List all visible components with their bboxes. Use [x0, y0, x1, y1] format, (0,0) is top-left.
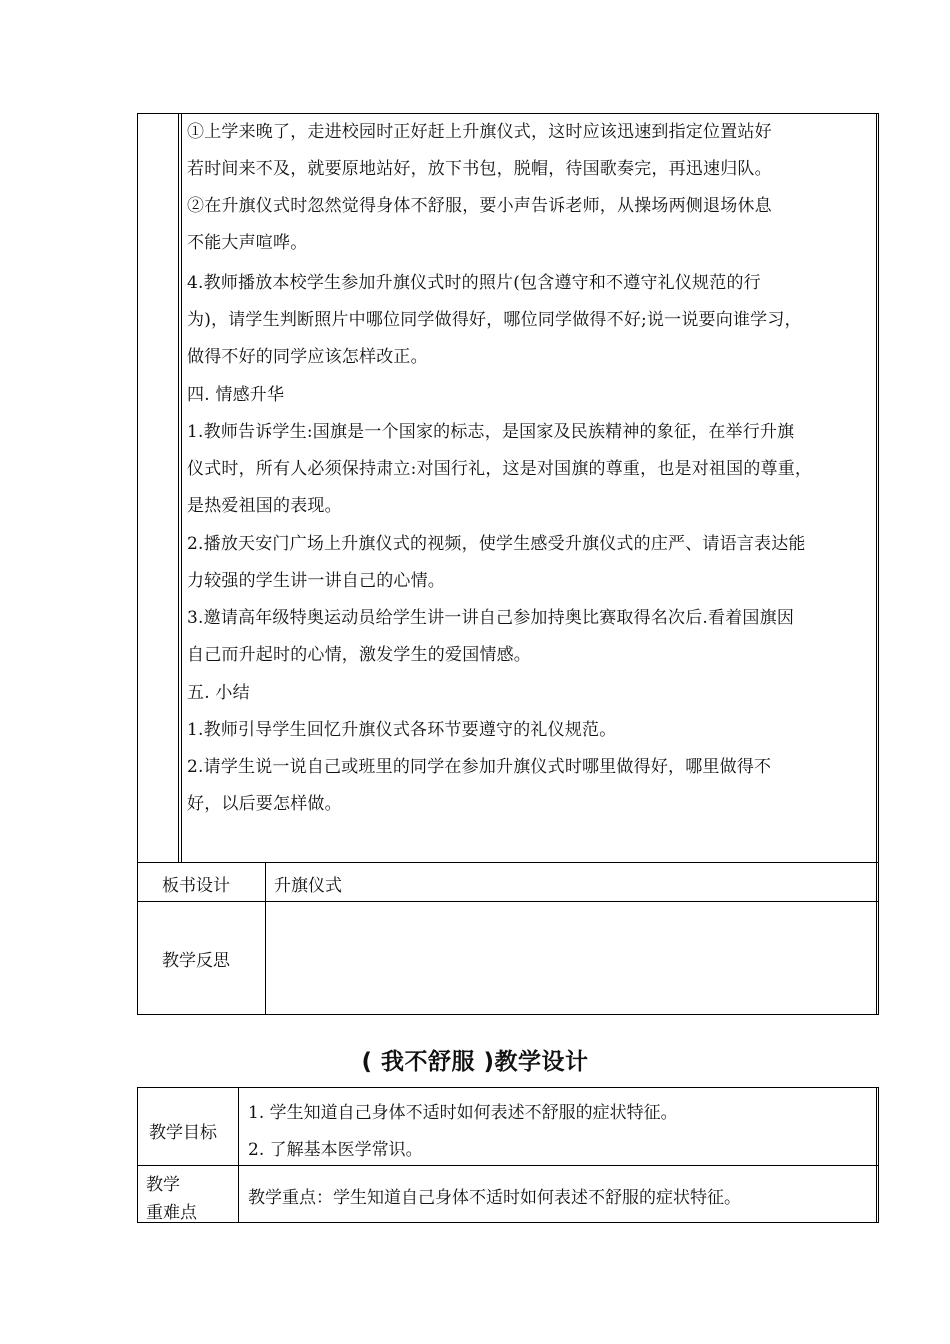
body-line: 仪式时，所有人必须保持肃立:对国行礼，这是对国旗的尊重，也是对祖国的尊重， [187, 459, 813, 479]
body-line: 做得不好的同学应该怎样改正。 [187, 347, 428, 367]
table2-right-border [876, 1087, 877, 1223]
body-line: 1.教师告诉学生:国旗是一个国家的标志，是国家及民族精神的象征，在举行升旗 [187, 422, 795, 442]
body-line: 自己而升起时的心情，激发学生的爱国情感。 [187, 645, 531, 665]
table2-top-border [137, 1087, 878, 1088]
teaching-goal-item: 2. 了解基本医学常识。 [248, 1140, 423, 1160]
page-title: ( 我不舒服 )教学设计 [361, 1049, 589, 1075]
table1-right-border [876, 113, 877, 1015]
body-line: 力较强的学生讲一讲自己的心情。 [187, 571, 445, 591]
teaching-goal-label: 教学目标 [149, 1123, 217, 1143]
table1-right-border-outer [878, 113, 879, 1015]
section-heading: 四. 情感升华 [187, 385, 285, 405]
table2-bottom-border [137, 1222, 878, 1223]
table2-row-divider [137, 1165, 878, 1166]
difficulty-label-line2: 重难点 [146, 1203, 197, 1223]
table1-bottom-border [137, 1014, 878, 1015]
body-line: ①上学来晚了，走进校园时正好赶上升旗仪式，这时应该迅速到指定位置站好 [187, 122, 772, 142]
difficulty-value: 教学重点：学生知道自己身体不适时如何表述不舒服的症状特征。 [248, 1188, 741, 1208]
body-line: 3.邀请高年级特奥运动员给学生讲一讲自己参加持奥比赛取得名次后.看着国旗因 [187, 608, 795, 628]
body-line: 是热爱祖国的表现。 [187, 496, 342, 516]
body-line: ②在升旗仪式时忽然觉得身体不舒服，要小声告诉老师，从操场两侧退场休息 [187, 196, 772, 216]
body-line: 若时间来不及，就要原地站好，放下书包，脱帽，待国歌奏完，再迅速归队。 [187, 159, 772, 179]
reflection-label: 教学反思 [162, 951, 230, 971]
board-design-value: 升旗仪式 [274, 876, 342, 896]
table1-left-border [137, 113, 138, 1015]
body-line: 好，以后要怎样做。 [187, 794, 342, 814]
board-design-label: 板书设计 [162, 876, 230, 896]
body-line: 1.教师引导学生回忆升旗仪式各环节要遵守的礼仪规范。 [187, 720, 617, 740]
body-line: 2.请学生说一说自己或班里的同学在参加升旗仪式时哪里做得好，哪里做得不 [187, 757, 772, 777]
table1-inner-divider-b [181, 113, 182, 863]
body-line: 2.播放天安门广场上升旗仪式的视频，使学生感受升旗仪式的庄严、请语言表达能 [187, 534, 806, 554]
reflection-value-cell[interactable] [266, 902, 876, 1014]
table2-right-border-outer [878, 1087, 879, 1223]
table2-label-divider [238, 1087, 239, 1223]
section-heading: 五. 小结 [187, 683, 250, 703]
difficulty-label-line1: 教学 [146, 1175, 180, 1195]
table2-left-border [137, 1087, 138, 1223]
body-line: 不能大声喧哗。 [187, 233, 308, 253]
body-line: 为)，请学生判断照片中哪位同学做得好，哪位同学做得不好;说一说要向谁学习， [187, 310, 802, 330]
table1-inner-divider-a [178, 113, 179, 863]
body-line: 4.教师播放本校学生参加升旗仪式时的照片(包含遵守和不遵守礼仪规范的行 [187, 273, 761, 293]
table1-top-border [137, 113, 878, 114]
teaching-goal-item: 1. 学生知道自己身体不适时如何表述不舒服的症状特征。 [248, 1103, 678, 1123]
table1-row-divider-board [137, 862, 878, 863]
